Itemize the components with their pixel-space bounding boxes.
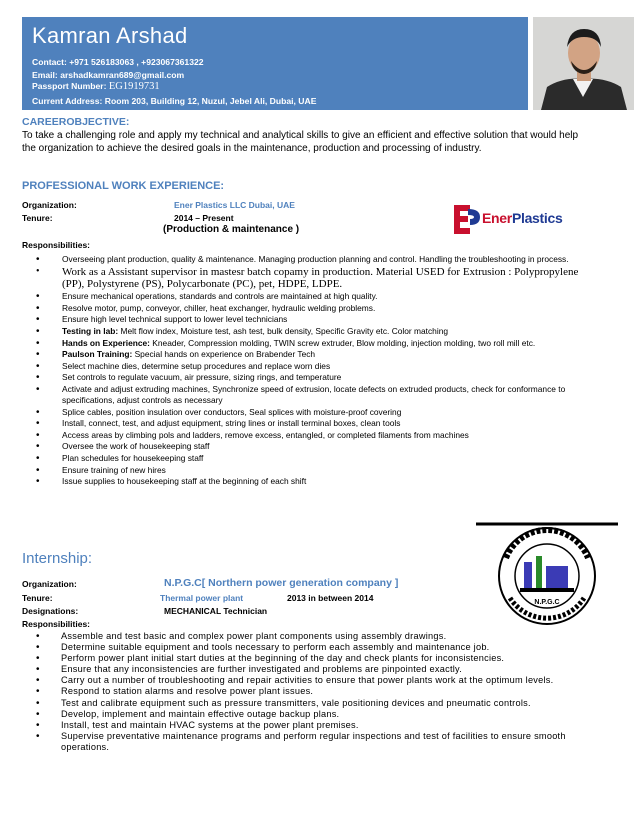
internship-org-label: Organization: <box>22 579 77 589</box>
email-label: Email: <box>32 70 58 80</box>
experience-tenure-value: 2014 – Present <box>174 213 234 223</box>
contact-label: Contact: <box>32 57 67 67</box>
list-item: • Ensure mechanical operations, standards and controls are maintained at high quality. <box>36 291 598 302</box>
list-item: • Install, connect, test, and adjust equipment, string lines or install terminal boxes, clean tools <box>36 418 598 429</box>
list-item: • Hands on Experience: Kneader, Compression molding, TWIN screw extruder, Blow molding, injection molding, two roll mill etc. <box>36 338 598 349</box>
passport-line <box>32 81 160 92</box>
list-item: • Access areas by climbing pols and ladders, remove excess, entangled, or completed filaments from machines <box>36 430 598 441</box>
header-banner <box>22 17 528 110</box>
list-item: • Issue supplies to housekeeping staff at the beginning of each shift <box>36 476 598 487</box>
list-item: • Install, test and maintain HVAC systems at the power plant premises. <box>36 720 598 731</box>
list-item: • Ensure that any inconsistencies are further investigated and problems are pinpointed exactly. <box>36 664 598 675</box>
internship-responsibilities-list <box>36 631 598 753</box>
list-item: • Splice cables, position insulation over conductors, Seal splices with moisture-proof covering <box>36 407 598 418</box>
internship-heading: Internship: <box>22 550 93 567</box>
list-item: • Respond to station alarms and resolve power plant issues. <box>36 686 598 697</box>
list-item: • Test and calibrate equipment such as pressure transmitters, vale positioning devices and pneumatic controls. <box>36 698 598 709</box>
address-label: Current Address: <box>32 96 103 106</box>
email-line <box>32 70 184 80</box>
passport-value: EG1919731 <box>108 81 160 92</box>
experience-tenure-label: Tenure: <box>22 213 53 223</box>
list-item: • Plan schedules for housekeeping staff <box>36 453 598 464</box>
npgc-seal-logo <box>476 518 618 626</box>
logo-text-plastics: Plastics <box>511 210 563 226</box>
experience-responsibilities-list <box>36 254 598 488</box>
list-item: • Select machine dies, determine setup procedures and replace worn dies <box>36 361 598 372</box>
internship-designation-value: MECHANICAL Technician <box>164 606 268 616</box>
list-item: • Perform power plant initial start duties at the beginning of the day and check plants for inconsistencies. <box>36 653 598 664</box>
experience-org-value: Ener Plastics LLC Dubai, UAE <box>174 200 295 210</box>
internship-responsibilities-label: Responsibilities: <box>22 619 91 629</box>
ener-plastics-wordmark <box>482 210 562 226</box>
person-photo-icon <box>533 17 634 110</box>
objective-heading: CAREEROBJECTIVE: <box>22 116 130 128</box>
internship-tenure-value: Thermal power plant <box>160 593 244 603</box>
ep-logo-icon <box>452 201 482 237</box>
list-item: • Supervise preventative maintenance programs and perform regular inspections and test of facilities to ensure smooth operations. <box>36 731 598 753</box>
list-item: • Ensure training of new hires <box>36 465 598 476</box>
list-item: • Testing in lab: Melt flow index, Moisture test, ash test, bulk density, Specific Gravity etc. Color matching <box>36 326 598 337</box>
address-line <box>32 96 316 106</box>
address-value: Room 203, Building 12, Nuzul, Jebel Ali, Dubai, UAE <box>104 96 317 106</box>
list-item: • Activate and adjust extruding machines, Synchronize speed of extrusion, locate defects on extruded products, check for conformance to specifications, adjust controls as necessary <box>36 384 598 406</box>
seal-center-text: N.P.G.C <box>534 599 560 606</box>
list-item: • Oversee the work of housekeeping staff <box>36 441 598 452</box>
experience-org-label: Organization: <box>22 200 77 210</box>
list-item: • Determine suitable equipment and tools necessary to perform each assembly and maintenance job. <box>36 642 598 653</box>
email-value: arshadkamran689@gmail.com <box>60 70 185 80</box>
internship-designation-label: Designations: <box>22 606 79 616</box>
list-item: • Set controls to regulate vacuum, air pressure, sizing rings, and temperature <box>36 372 598 383</box>
contact-line <box>32 57 204 67</box>
experience-department: (Production & maintenance ) <box>163 224 300 235</box>
ener-plastics-logo <box>452 198 563 240</box>
candidate-name: Kamran Arshad <box>32 23 188 48</box>
profile-photo <box>533 17 634 110</box>
list-item: • Resolve motor, pump, conveyor, chiller, heat exchanger, hydraulic welding problems. <box>36 303 598 314</box>
internship-tenure-label: Tenure: <box>22 593 53 603</box>
list-item: • Develop, implement and maintain effective outage backup plans. <box>36 709 598 720</box>
list-item: • Work as a Assistant supervisor in mastesr batch copamy in production. Material USED for Extrusion : Polypropylene (PP), Polystyrene (PS), Polycarbonate (PC), pet, HDPE, LDPE. <box>36 266 598 291</box>
experience-responsibilities-label: Responsibilities: <box>22 240 91 250</box>
logo-text-ener: Ener <box>482 210 512 226</box>
list-item: • Carry out a number of troubleshooting and repair activities to ensure that power plants work at the optimum levels. <box>36 675 598 686</box>
objective-text: To take a challenging role and apply my technical and analytical skills to give an efficient and effective solution that would help the organization to achieve the desired goals in the maintenance, production and processing of industry. <box>22 130 579 154</box>
experience-heading: PROFESSIONAL WORK EXPERIENCE: <box>22 180 225 192</box>
internship-org-value: N.P.G.C[ Northern power generation company ] <box>164 577 399 589</box>
contact-value: +971 526183063 , +923067361322 <box>69 57 204 67</box>
list-item: • Paulson Training: Special hands on experience on Brabender Tech <box>36 349 598 360</box>
list-item: • Ensure high level technical support to lower level technicians <box>36 314 598 325</box>
internship-tenure-years: 2013 in between 2014 <box>287 593 374 603</box>
list-item: • Assemble and test basic and complex power plant components using assembly drawings. <box>36 631 598 642</box>
list-item: • Overseeing plant production, quality & maintenance. Managing production planning and control. Handling the troubleshooting in process. <box>36 254 598 265</box>
passport-label: Passport Number: <box>32 81 107 91</box>
npgc-seal-icon <box>476 518 618 626</box>
